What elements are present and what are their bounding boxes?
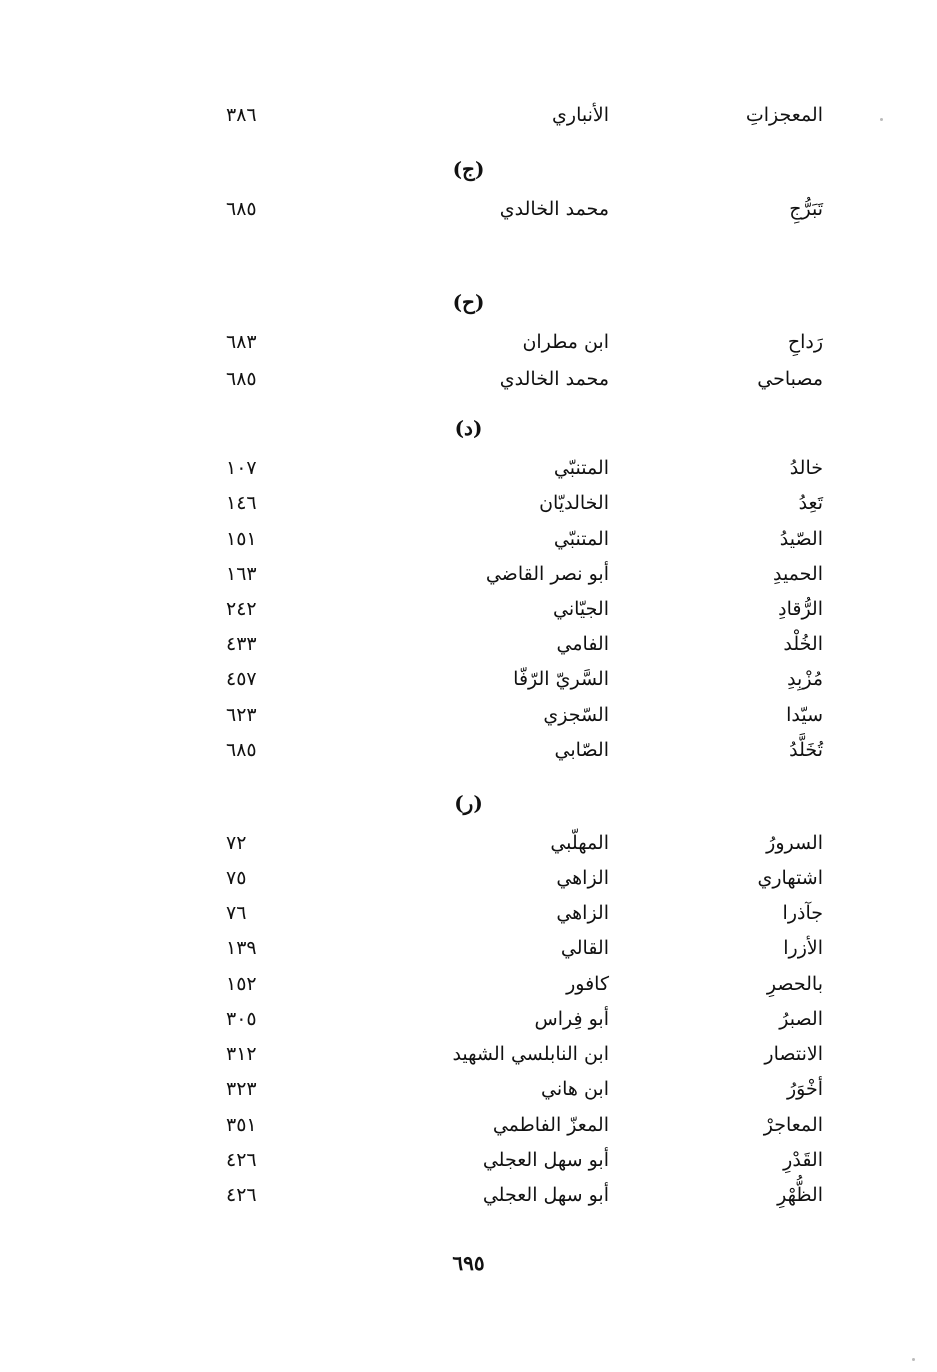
index-entry	[0, 557, 937, 591]
page-reference: ٦٢٣	[226, 704, 257, 726]
poet-name: ابن مطران	[522, 331, 609, 353]
page-reference: ٤٢٦	[226, 1149, 257, 1171]
poet-name: القالي	[560, 937, 609, 959]
rhyme-word: الصّيدُ	[779, 528, 823, 550]
index-entry	[0, 486, 937, 520]
rhyme-word: الرُّقادِ	[778, 598, 823, 620]
page-reference: ٧٢	[226, 832, 247, 854]
page-reference: ٧٥	[226, 867, 247, 889]
index-entry	[0, 1072, 937, 1106]
page-reference: ٤٢٦	[226, 1184, 257, 1206]
rhyme-word: أخْوَرُ	[786, 1078, 823, 1100]
rhyme-word: الأزرا	[783, 937, 823, 959]
page-reference: ٣٠٥	[226, 1008, 257, 1030]
page-reference: ١٤٦	[226, 492, 257, 514]
poet-name: الجيّاني	[553, 598, 609, 620]
rhyme-word: مصباحي	[757, 368, 823, 390]
index-entry	[0, 967, 937, 1001]
rhyme-word: المعجزاتِ	[745, 104, 823, 126]
scan-speck	[880, 118, 883, 121]
index-entry	[0, 1002, 937, 1036]
rhyme-word: خالدُ	[789, 457, 823, 479]
section-heading: (ح)	[452, 290, 485, 314]
page-reference: ٦٨٥	[226, 368, 257, 390]
page-reference: ٦٨٣	[226, 331, 257, 353]
rhyme-word: اشتهاري	[757, 867, 823, 889]
poet-name: الأنباري	[552, 104, 609, 126]
rhyme-word: المعاجرْ	[763, 1114, 823, 1136]
index-entry	[0, 1108, 937, 1142]
poet-name: الصّابي	[554, 739, 609, 761]
rhyme-word: القَدْرِ	[783, 1149, 823, 1171]
poet-name: كافور	[566, 973, 609, 995]
index-entry	[0, 826, 937, 860]
page-reference: ١٥٢	[226, 973, 257, 995]
rhyme-word: رَداحِ	[787, 331, 823, 353]
index-entry	[0, 698, 937, 732]
poet-name: أبو سهل العجلي	[482, 1149, 609, 1171]
index-entry	[0, 362, 937, 396]
rhyme-word: مُزْبِدِ	[787, 668, 823, 690]
rhyme-word: الانتصار	[764, 1043, 823, 1065]
rhyme-word: السرورُ	[766, 832, 823, 854]
index-entry	[0, 192, 937, 226]
page-reference: ٦٨٥	[226, 198, 257, 220]
page-reference: ١٥١	[226, 528, 257, 550]
rhyme-word: تُخَلَّدُ	[789, 739, 823, 761]
index-entry	[0, 733, 937, 767]
poet-name: السّجزي	[543, 704, 609, 726]
poet-name: ابن هاني	[540, 1078, 609, 1100]
index-entry	[0, 896, 937, 930]
index-entry	[0, 451, 937, 485]
rhyme-word: تَعِدُ	[798, 492, 823, 514]
poet-name: أبو نصر القاضي	[485, 563, 609, 585]
poet-name: الخالديّان	[539, 492, 609, 514]
index-entry	[0, 861, 937, 895]
poet-name: محمد الخالدي	[499, 368, 609, 390]
page-reference: ٣٨٦	[226, 104, 257, 126]
rhyme-word: تَبَرُّجِ	[789, 198, 823, 220]
section-heading: (ر)	[454, 791, 483, 815]
rhyme-word: الخُلْد	[783, 633, 823, 655]
poet-name: الزاهي	[556, 867, 609, 889]
poet-name: أبو سهل العجلي	[482, 1184, 609, 1206]
index-entry	[0, 592, 937, 626]
rhyme-word: سيّدا	[786, 704, 823, 726]
section-heading: (ج)	[452, 157, 485, 181]
poet-name: المهلّبي	[550, 832, 609, 854]
rhyme-word: الحميدِ	[772, 563, 823, 585]
section-heading: (د)	[454, 416, 483, 440]
scan-speck	[912, 1358, 915, 1361]
page-reference: ١٣٩	[226, 937, 257, 959]
index-entry	[0, 98, 937, 132]
page-reference: ٤٣٣	[226, 633, 257, 655]
poet-name: محمد الخالدي	[499, 198, 609, 220]
rhyme-word: الظُّهْرِ	[777, 1184, 823, 1206]
index-entry	[0, 627, 937, 661]
page-reference: ١٦٣	[226, 563, 257, 585]
index-entry	[0, 662, 937, 696]
page-reference: ١٠٧	[226, 457, 257, 479]
page-reference: ٤٥٧	[226, 668, 257, 690]
page-reference: ٣٥١	[226, 1114, 257, 1136]
page-reference: ٧٦	[226, 902, 247, 924]
page-reference: ٣٢٣	[226, 1078, 257, 1100]
page-reference: ٦٨٥	[226, 739, 257, 761]
index-entry	[0, 931, 937, 965]
poet-name: أبو فِراس	[534, 1008, 609, 1030]
poet-name: السَّريّ الرّفّا	[513, 668, 609, 690]
poet-name: ابن النابلسي الشهيد	[452, 1043, 609, 1065]
poet-name: المتنبّي	[553, 528, 609, 550]
rhyme-word: جآذرا	[782, 902, 823, 924]
rhyme-word: بالحصرِ	[766, 973, 823, 995]
index-entry	[0, 325, 937, 359]
rhyme-word: الصبرُ	[779, 1008, 823, 1030]
poet-name: المتنبّي	[553, 457, 609, 479]
index-entry	[0, 1143, 937, 1177]
poet-name: المعزّ الفاطمي	[492, 1114, 609, 1136]
poet-name: الفامي	[556, 633, 609, 655]
poet-name: الزاهي	[556, 902, 609, 924]
index-entry	[0, 1178, 937, 1212]
page-reference: ٢٤٢	[226, 598, 257, 620]
index-entry	[0, 522, 937, 556]
page-number: ٦٩٥	[452, 1251, 485, 1275]
page-reference: ٣١٢	[226, 1043, 257, 1065]
index-entry	[0, 1037, 937, 1071]
